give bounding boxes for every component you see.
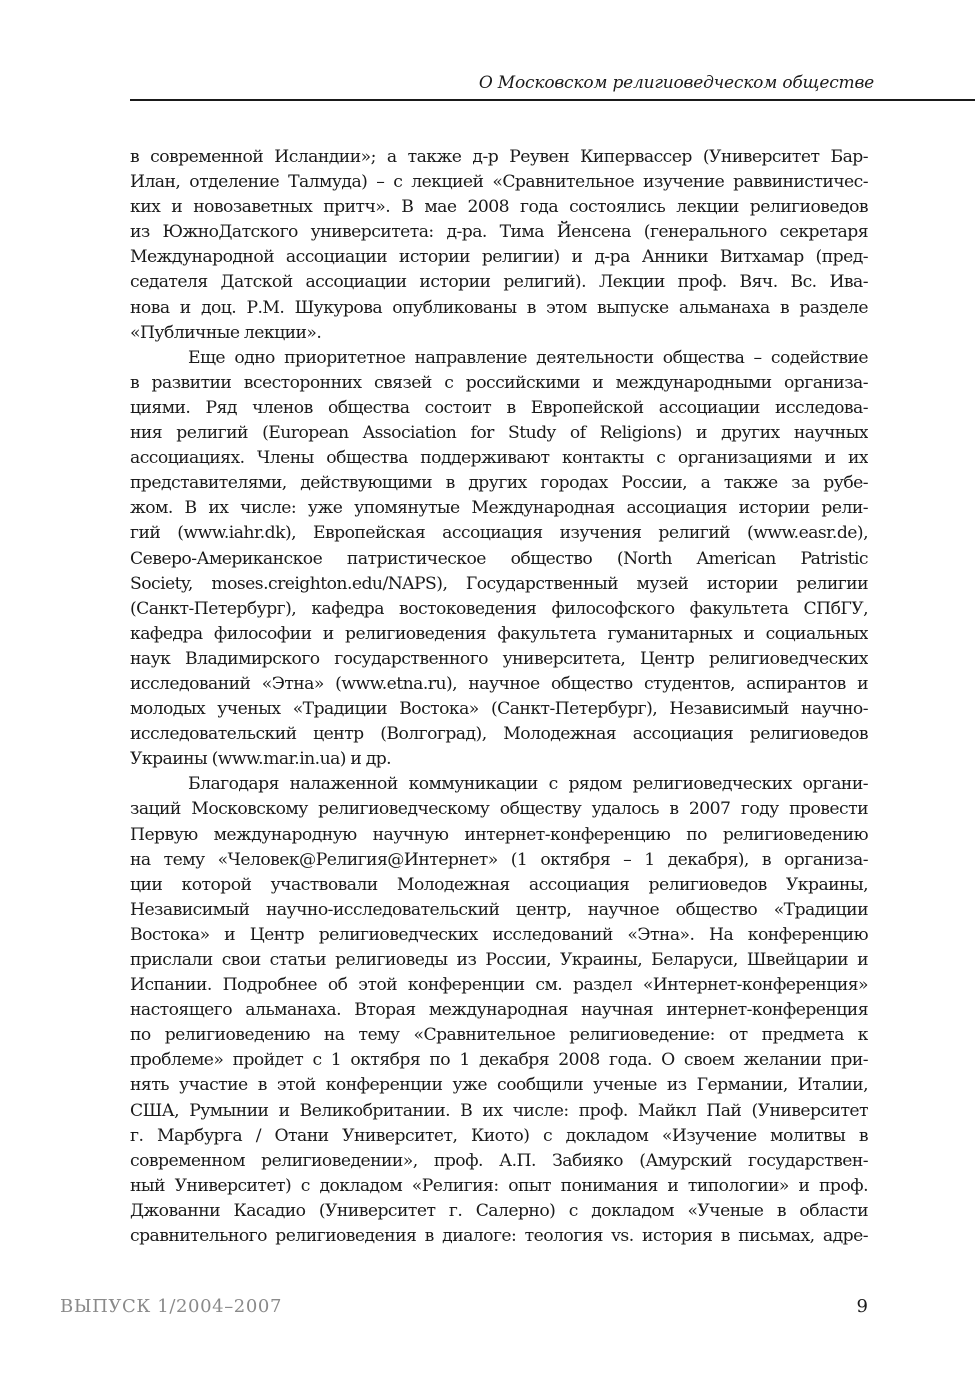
text-line: ции которой участвовали Молодежная ассоциация религиоведов Украины, <box>130 874 868 895</box>
text-line: Международной ассоциации истории религии) и д-ра Анники Витхамар (пред- <box>130 247 868 268</box>
text-line: молодых ученых «Традиции Востока» (Санкт-Петербург), Независимый научно- <box>130 699 868 720</box>
text-line: Илан, отделение Талмуда) – с лекцией «Сравнительное изучение раввинистичес- <box>130 172 868 193</box>
text-line: исследовательский центр (Волгоград), Молодежная ассоциация религиоведов <box>130 724 868 745</box>
text-line: ный Университет) с докладом «Религия: опыт понимания и типологии» и проф. <box>130 1175 868 1196</box>
text-line: кафедра философии и религиоведения факультета гуманитарных и социальных <box>130 623 868 644</box>
text-line: заций Московскому религиоведческому обществу удалось в 2007 году провести <box>130 799 868 820</box>
text-line: исследований «Этна» (www.etna.ru), научное общество студентов, аспирантов и <box>130 673 868 694</box>
text-line: современном религиоведении», проф. А.П. Забияко (Амурский государствен- <box>130 1150 868 1171</box>
text-line: (Санкт-Петербург), кафедра востоковедения философского факультета СПбГУ, <box>130 598 868 619</box>
text-line: в развитии всесторонних связей с российскими и международными организа- <box>130 372 868 393</box>
text-line: Независимый научно-исследовательский центр, научное общество «Традиции <box>130 899 868 920</box>
text-line: жом. В их числе: уже упомянутые Международная ассоциация истории рели- <box>130 498 868 519</box>
text-line: циями. Ряд членов общества состоит в Европейской ассоциации исследова- <box>130 397 868 418</box>
text-line: ких и новозаветных притч». В мае 2008 года состоялись лекции религиоведов <box>130 197 868 218</box>
text-line: представителями, действующими в других городах России, а также за рубе- <box>130 473 868 494</box>
text-line: на тему «Человек@Религия@Интернет» (1 октября – 1 декабря), в организа- <box>130 849 868 870</box>
text-line: гий (www.iahr.dk), Европейская ассоциация изучения религий (www.easr.de), <box>130 523 868 544</box>
text-line: ассоциациях. Члены общества поддерживают контакты с организациями и их <box>130 448 868 469</box>
text-line: Еще одно приоритетное направление деятельности общества – содействие <box>188 347 868 368</box>
text-line: нова и доц. Р.М. Шукурова опубликованы в этом выпуске альманаха в разделе <box>130 297 868 318</box>
text-line: настоящего альманаха. Вторая международная научная интернет-конференция <box>130 1000 868 1021</box>
text-line: сравнительного религиоведения в диалоге: теология vs. история в письмах, адре- <box>130 1226 868 1247</box>
text-line: «Публичные лекции». <box>130 322 322 343</box>
page-number: 9 <box>856 1296 868 1317</box>
text-line: Испании. Подробнее об этой конференции см. раздел «Интернет-конференция» <box>130 975 868 996</box>
text-line: Северо-Американское патристическое общество (North American Patristic <box>130 548 868 569</box>
running-header: О Московском религиоведческом обществе <box>478 73 874 93</box>
text-line: седателя Датской ассоциации истории религий). Лекции проф. Вяч. Вс. Ива- <box>130 272 868 293</box>
text-line: Благодаря налаженной коммуникации с рядом религиоведческих органи- <box>188 774 868 795</box>
text-line: прислали свои статьи религиоведы из России, Украины, Беларуси, Швейцарии и <box>130 950 868 970</box>
footer-issue-label: ВЫПУСК 1/2004–2007 <box>60 1296 283 1317</box>
text-line: по религиоведению на тему «Сравнительное религиоведение: от предмета к <box>130 1025 868 1046</box>
body-text <box>130 145 868 1249</box>
text-line: Society, moses.creighton.edu/NAPS), Государственный музей истории религии <box>130 573 868 594</box>
text-line: в современной Исландии»; а также д-р Реувен Кипервассер (Университет Бар- <box>130 147 868 167</box>
header-rule <box>130 99 975 101</box>
text-line: наук Владимирского государственного университета, Центр религиоведческих <box>130 648 868 669</box>
text-line: ния религий (European Association for Study of Religions) и других научных <box>130 423 868 444</box>
text-line: Джованни Касадио (Университет г. Салерно) с докладом «Ученые в области <box>130 1200 868 1221</box>
text-line: г. Марбурга / Отани Университет, Киото) с докладом «Изучение молитвы в <box>130 1125 868 1146</box>
text-line: проблеме» пройдет с 1 октября по 1 декабря 2008 года. О своем желании при- <box>130 1050 868 1071</box>
text-line: Востока» и Центр религиоведческих исследований «Этна». На конференцию <box>130 924 868 945</box>
text-line: Украины (www.mar.in.ua) и др. <box>130 749 392 770</box>
text-line: из ЮжноДатского университета: д-ра. Тима Йенсена (генерального секретаря <box>130 222 868 243</box>
text-line: Первую международную научную интернет-конференцию по религиоведению <box>130 824 868 845</box>
text-line: нять участие в этой конференции уже сообщили ученые из Германии, Италии, <box>130 1075 868 1096</box>
text-line: США, Румынии и Великобритании. В их числе: проф. Майкл Пай (Университет <box>130 1100 868 1121</box>
